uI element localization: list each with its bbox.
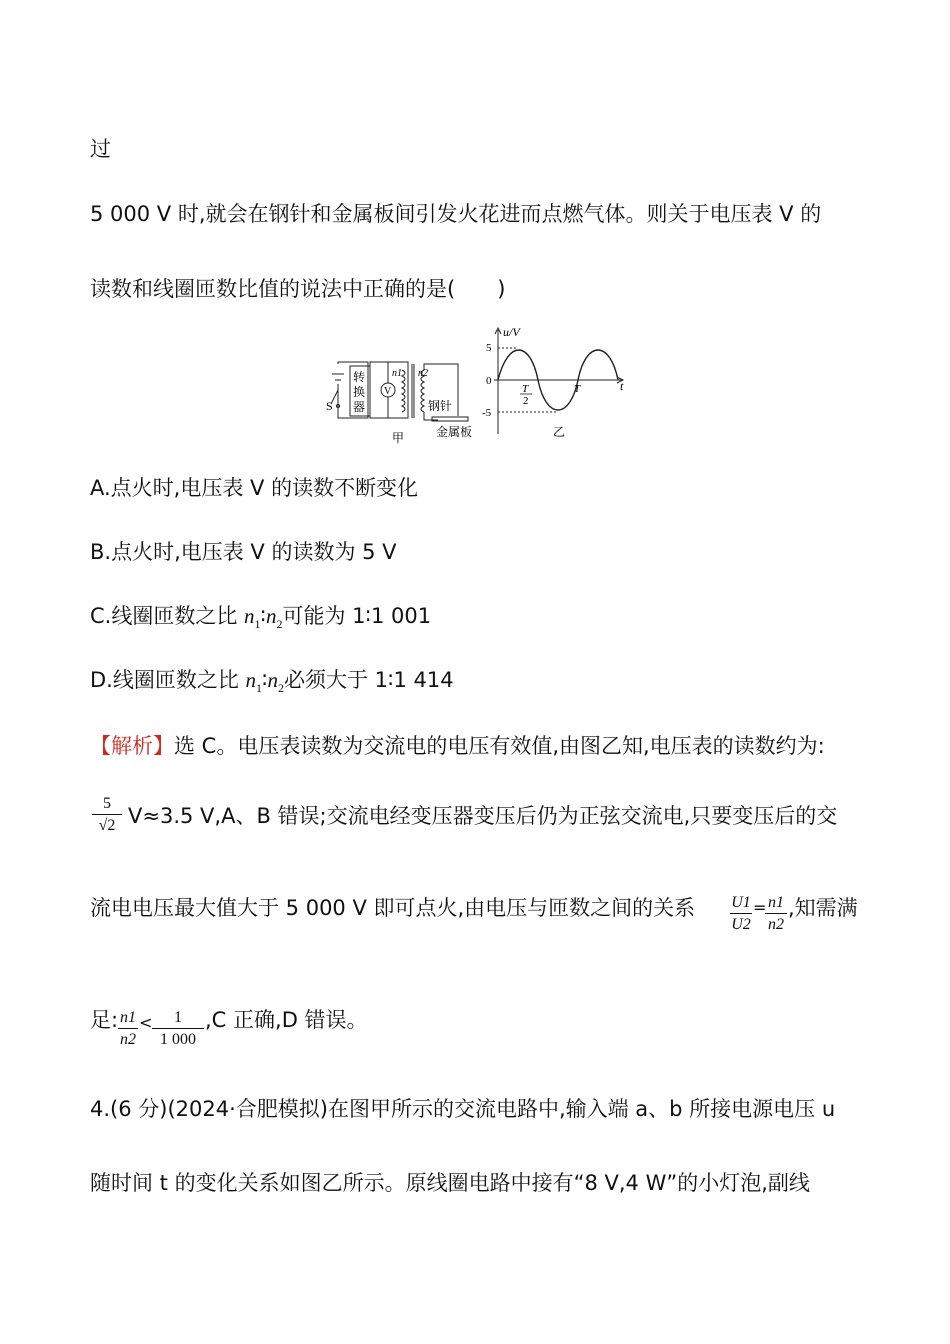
waveform-chart-yi	[494, 328, 623, 434]
needle-label: 钢针	[428, 399, 453, 413]
y-tick-0: 0	[486, 375, 492, 387]
converter-label: 换	[353, 385, 366, 399]
option-c-prefix: C.线圈匝数之比	[90, 604, 245, 628]
switch-label: S	[326, 399, 333, 413]
solution-line: V≈3.5 V,A、B 错误;交流电经变压器变压后仍为正弦交流电,只要变压后的交	[128, 804, 838, 828]
option-c: C.线圈匝数之比 $n_1∶n_2$可能为 1∶1 001	[90, 604, 432, 631]
fraction-1-over-1000: $\frac{1}{1 000}$	[152, 1008, 204, 1051]
solution-line: 足:	[90, 1008, 119, 1032]
fraction-n1-n2: $\frac{n1}{n2}$	[765, 893, 787, 936]
solution-line-end: ,知需满	[788, 896, 858, 920]
plate-label: 金属板	[436, 425, 473, 439]
option-d-suffix: 必须大于 1∶1 414	[284, 668, 454, 692]
solution-line: 【解析】选 C。电压表读数为交流电的电压有效值,由图乙知,电压表的读数约为:	[90, 734, 825, 758]
text-line: 5 000 V 时,就会在钢针和金属板间引发火花进而点燃气体。则关于电压表 V 的	[90, 202, 822, 226]
caption-jia: 甲	[392, 431, 405, 444]
caption-yi: 乙	[553, 425, 566, 439]
y-tick-neg5: -5	[482, 407, 492, 419]
x-axis-label: t	[620, 379, 624, 393]
text-line: 读数和线圈匝数比值的说法中正确的是( )	[90, 277, 506, 301]
n2-label: n2	[418, 368, 428, 379]
option-d-prefix: D.线圈匝数之比	[90, 668, 246, 692]
option-c-suffix: 可能为 1∶1 001	[282, 604, 432, 628]
x-tick-T: T	[574, 383, 581, 395]
voltmeter-label: V	[384, 386, 392, 397]
converter-label: 转	[353, 370, 366, 384]
question-4-line: 4.(6 分)(2024·合肥模拟)在图甲所示的交流电路中,输入端 a、b 所接电源电压 u	[90, 1097, 836, 1121]
circuit-and-waveform-figure	[320, 324, 630, 444]
option-a: A.点火时,电压表 V 的读数不断变化	[90, 476, 419, 500]
n1-label: n1	[392, 368, 402, 379]
option-b: B.点火时,电压表 V 的读数为 5 V	[90, 540, 397, 564]
fraction-5-over-root2: $\frac{5}{√2}$	[92, 794, 122, 837]
question-4-line: 随时间 t 的变化关系如图乙所示。原线圈电路中接有“8 V,4 W”的小灯泡,副线	[90, 1171, 810, 1195]
solution-line-end: ,C 正确,D 错误。	[205, 1008, 368, 1032]
converter-label: 器	[353, 400, 366, 414]
x-tick-half-T-den: 2	[523, 395, 529, 407]
y-axis-label: u/V	[503, 325, 520, 339]
option-d: D.线圈匝数之比 $n_1∶n_2$必须大于 1∶1 414	[90, 668, 454, 695]
fraction-n1-n2-b: $\frac{n1}{n2}$	[120, 1009, 136, 1048]
less-than-sign: <	[139, 1013, 153, 1032]
text-line: 过	[90, 137, 111, 161]
equals-sign: =	[753, 898, 767, 917]
solution-tag: 【解析】	[90, 734, 174, 758]
y-tick-5: 5	[486, 342, 492, 354]
x-tick-half-T-num: T	[522, 383, 529, 395]
fraction-U1-U2: $\frac{U1}{U2}$	[731, 894, 751, 933]
solution-line: 流电电压最大值大于 5 000 V 即可点火,由电压与匝数之间的关系	[90, 896, 696, 920]
